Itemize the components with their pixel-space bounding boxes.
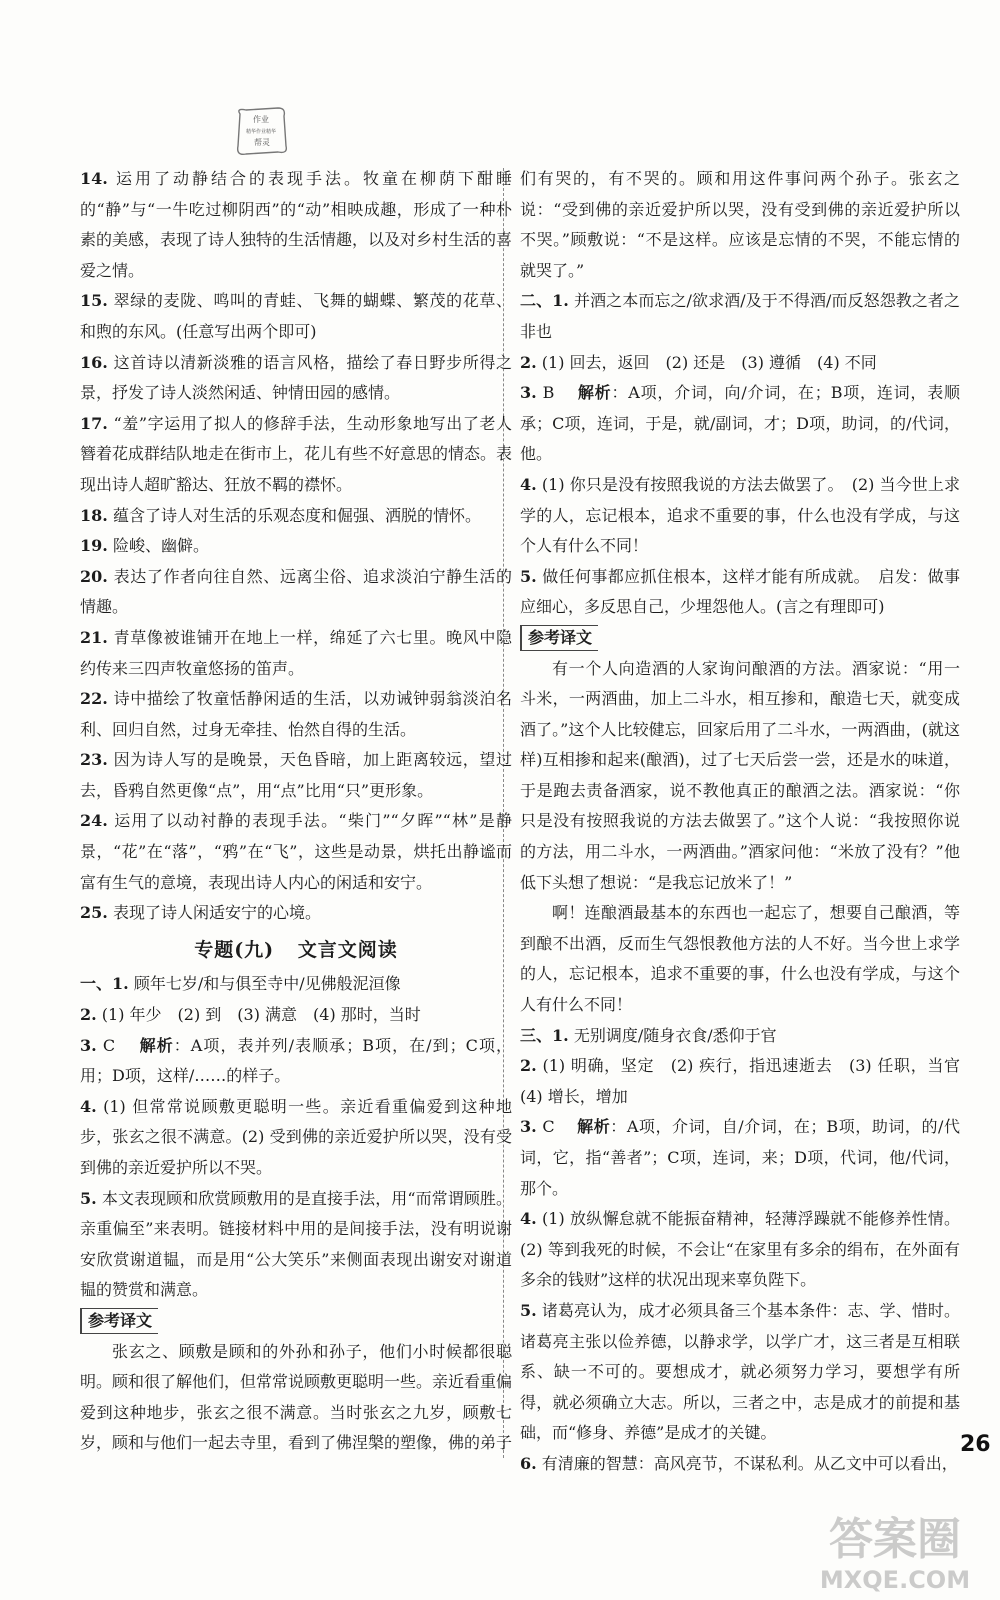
stamp-line2: 精华作业精华 (245, 129, 277, 135)
answer-s3-1 (520, 1021, 960, 1052)
answer-num: 5. (520, 1300, 537, 1320)
homework-stamp (232, 104, 290, 158)
answer-item (80, 164, 512, 286)
answer-num: 4. (520, 474, 537, 494)
answer-item (80, 623, 512, 684)
translation-paragraph-2: 啊！连酿酒最基本的东西也一起忘了，想要自己酿酒，等到酿不出酒，反而生气怨恨教他方法的人不好。当今世上求学的人，忘记根本，追求不重要的事，什么也没有学成，与这个人有什么不同！ (520, 903, 960, 1015)
answer-num: 19. (80, 536, 108, 556)
analysis-label: 解析 (139, 1035, 174, 1055)
answer-s1-2 (80, 1000, 512, 1031)
answer-item (80, 898, 512, 929)
answer-s2-1 (520, 286, 960, 347)
translation-continued: 们有哭的，有不哭的。顾和用这件事问两个孙子。张玄之说：“受到佛的亲近爱护所以哭，没有受到佛的亲近爱护所以不哭。”顾敷说：“不是这样。应该是忘情的不哭，不能忘情的就哭了。” (520, 169, 960, 280)
stamp-line3: 帮灵 (254, 138, 270, 147)
answer-num: 23. (80, 750, 108, 770)
reference-translation-label: 参考译文 (80, 1308, 158, 1334)
answer-num: 2. (520, 1056, 537, 1076)
answer-text: (1) 你只是没有按照我说的方法去做罢了。 (2) 当今世上求学的人，忘记根本，追求不重要的事，什么也没有学成，与这个人有什么不同！ (520, 474, 960, 556)
stamp-graphic (232, 104, 290, 158)
answer-num: 二、1. (520, 291, 569, 311)
answer-s3-2 (520, 1051, 977, 1112)
answer-text: “羞”字运用了拟人的修辞手法，生动形象地写出了老人簪着花成群结队地走在街市上，花儿有些不好意思的情态。表现出诗人超旷豁达、狂放不羁的襟怀。 (80, 413, 513, 494)
answer-text: 表现了诗人闲适安宁的心境。 (112, 903, 321, 923)
answer-text: 本文表现顾和欣赏顾敷用的是直接手法，用“而常谓顾胜。亲重偏至”来表明。链接材料中用的是间接手法，没有明说谢安欣赏谢道韫，而是用“公大笑乐”来侧面表现出谢安对谢道韫的赞赏和满意。 (80, 1188, 512, 1300)
answer-s3-5 (520, 1296, 960, 1449)
answer-text: 并酒之本而忘之/欲求酒/及于不得酒/而反怒怨教之者之非也 (520, 291, 960, 341)
answer-num: 6. (520, 1453, 537, 1473)
answer-num: 3. (80, 1035, 97, 1055)
answer-num: 2. (520, 352, 537, 372)
answer-text: 险峻、幽僻。 (112, 536, 209, 556)
answer-num: 25. (80, 903, 108, 923)
answer-text: ：A项，表并列/表顺承；B项，在/到；C项，用；D项，这样/……的样子。 (80, 1035, 512, 1086)
answer-text: 诗中描绘了牧童恬静闲适的生活，以劝诫钟弱翁淡泊名利、回归自然，过身无牵挂、怡然自得的生活。 (80, 689, 512, 739)
stamp-line1: 作业 (253, 115, 269, 124)
answer-num: 4. (520, 1209, 537, 1229)
answer-item (80, 745, 512, 806)
answer-list-left (80, 164, 512, 929)
watermark-logo (810, 1496, 980, 1596)
answer-text: (1) 放纵懈怠就不能振奋精神，轻薄浮躁就不能修养性情。(2) 等到我死的时候，不会让“在家里有多余的绢布，在外面有多余的钱财”这样的状况出现来辜负陛下。 (520, 1209, 960, 1290)
answer-text: 做任何事都应抓住根本，这样才能有所成就。 启发：做事应细心，多反思自己，少埋怨他人。(言之有理即可) (520, 566, 960, 617)
answer-s3-3 (520, 1112, 960, 1204)
answer-text: 这首诗以清新淡雅的语言风格，描绘了春日野步所得之景，抒发了诗人淡然闲适、钟情田园的感情。 (80, 352, 512, 403)
answer-text: 无别调度/随身衣食/悉仰于官 (573, 1025, 777, 1045)
answer-num: 15. (80, 291, 108, 311)
section-title-number: 专题(九) (194, 938, 275, 961)
site-watermark (810, 1496, 980, 1596)
answer-text: ：A项，介词，自/介词，在；B项，助词，的/代词，它，指“善者”；C项，连词，来；D项，代词，他/代词，那个。 (520, 1117, 960, 1198)
answer-text: 因为诗人写的是晚景，天色昏暗，加上距离较远，望过去，昏鸦自然更像“点”，用“点”比用“只”更形象。 (80, 750, 512, 800)
answer-text: (1) 但常常说顾敷更聪明一些。亲近看重偏爱到这种地步，张玄之很不满意。(2) 受到佛的亲近爱护所以哭，没有受到佛的亲近爱护所以不哭。 (80, 1096, 512, 1177)
answer-s2-3 (520, 378, 960, 470)
answer-text: 运用了动静结合的表现手法。牧童在柳荫下酣睡的“静”与“一牛吃过柳阴西”的“动”相映成趣，形成了一种朴素的美感，表现了诗人独特的生活情趣，以及对乡村生活的喜爱之情。 (80, 169, 513, 280)
answer-item (80, 286, 512, 347)
watermark-main-text: 答案圈 (829, 1514, 961, 1565)
answer-s1-3 (80, 1031, 512, 1092)
answer-num: 3. (520, 383, 537, 403)
answer-text: (1) 明确，坚定 (2) 疾行，指迅速逝去 (3) 任职，当官 (4) 增长，增加 (520, 1056, 977, 1106)
answer-text: ：A项，介词，向/介词，在；B项，连词，表顺承；C项，连词，于是，就/副词，才；D项，助词，的/代词，他。 (520, 383, 960, 464)
analysis-label: 解析 (577, 1117, 611, 1137)
answer-num: 3. (520, 1117, 537, 1137)
answer-text: (1) 回去，返回 (2) 还是 (3) 遵循 (4) 不同 (541, 352, 877, 372)
reference-translation-label: 参考译文 (520, 625, 598, 651)
answer-s3-6 (520, 1449, 960, 1480)
answer-text: 蕴含了诗人对生活的乐观态度和倔强、洒脱的情怀。 (112, 505, 481, 525)
answer-s2-2 (520, 348, 960, 379)
answer-item (80, 806, 512, 898)
translation-paragraph: 张玄之、顾敷是顾和的外孙和孙子，他们小时候都很聪明。顾和很了解他们，但常常说顾敷更聪明一些。亲近看重偏爱到这种地步，张玄之很不满意。当时张玄之九岁，顾敷七岁，顾和与他们一起去寺里，看到了佛涅槃的塑像，佛的弟子 (80, 1341, 513, 1453)
answer-num: 24. (80, 811, 108, 831)
answer-s3-4 (520, 1204, 960, 1296)
answer-num: 21. (80, 627, 108, 647)
answer-text: (1) 年少 (2) 到 (3) 满意 (4) 那时，当时 (101, 1005, 421, 1025)
answer-num: 17. (80, 413, 108, 433)
watermark-sub-text: MXQE.COM (819, 1566, 971, 1594)
answer-item (80, 348, 512, 409)
answer-s1-1 (80, 969, 512, 1000)
answer-num: 三、1. (520, 1025, 569, 1045)
answer-num: 5. (80, 1188, 97, 1208)
section-title-name: 文言文阅读 (297, 938, 398, 961)
answer-text: 有清廉的智慧：高风亮节，不谋私利。从乙文中可以看出， (541, 1453, 958, 1473)
answer-num: 18. (80, 505, 108, 525)
answer-s2-4 (520, 470, 960, 562)
answer-text: 青草像被谁铺开在地上一样，绵延了六七里。晚风中隐约传来三四声牧童悠扬的笛声。 (80, 627, 512, 678)
answer-num: 20. (80, 566, 108, 586)
answer-s1-5 (80, 1184, 512, 1306)
answer-num: 22. (80, 689, 108, 709)
answer-num: 5. (520, 566, 537, 586)
section-title (80, 935, 512, 966)
page-number: 26 (960, 1432, 991, 1457)
answer-s1-4 (80, 1092, 512, 1184)
answer-num: 一、1. (80, 974, 129, 994)
answer-text: 表达了作者向往自然、远离尘俗、追求淡泊宁静生活的情趣。 (80, 566, 512, 617)
answer-choice: C (102, 1035, 116, 1055)
answer-text: 运用了以动衬静的表现手法。“柴门”“夕晖”“林”是静景，“花”在“落”，“鸦”在“飞”，这些是动景，烘托出静谧而富有生气的意境，表现出诗人内心的闲适和安宁。 (80, 811, 512, 892)
answer-num: 2. (80, 1005, 97, 1025)
answer-num: 14. (80, 169, 108, 188)
translation-paragraph-1: 有一个人向造酒的人家询问酿酒的方法。酒家说：“用一斗米，一两酒曲，加上二斗水，相互掺和，酿造七天，就变成酒了。”这个人比较健忘，回家后用了二斗水，一两酒曲，(就这样)互相掺和起来(酿酒)，过了七天后尝一尝，还是水的味道，于是跑去责备酒家，说不教他真正的酿酒之法。酒家说：“你只是没有按照我说的方法去做罢了。”这个人说：“我按照你说的方法，用二斗水，一两酒曲。”酒家问他：“米放了没有？”他低下头想了想说：“是我忘记放米了！” (520, 658, 960, 892)
answer-item (80, 501, 512, 532)
analysis-label: 解析 (577, 383, 612, 403)
left-column (80, 164, 512, 1459)
answer-item (80, 531, 512, 562)
answer-num: 4. (80, 1096, 97, 1116)
answer-item (80, 409, 512, 501)
answer-choice: C (542, 1117, 555, 1137)
answer-item (80, 562, 512, 623)
answer-num: 16. (80, 352, 108, 372)
answer-text: 翠绿的麦陇、鸣叫的青蛙、飞舞的蝴蝶、繁茂的花草、和煦的东风。(任意写出两个即可) (80, 291, 512, 341)
answer-choice: B (542, 383, 555, 403)
answer-item (80, 684, 512, 745)
answer-s2-5 (520, 562, 960, 623)
answer-text: 诸葛亮认为，成才必须具备三个基本条件：志、学、惜时。诸葛亮主张以俭养德，以静求学，以学广才，这三者是互相联系、缺一不可的。要想成才，就必须努力学习，要想学有所得，就必须确立大志。所以，三者之中，志是成才的前提和基础，而“修身、养德”是成才的关键。 (520, 1300, 960, 1443)
answer-text: 顾年七岁/和与俱至寺中/见佛般泥洹像 (133, 974, 401, 994)
